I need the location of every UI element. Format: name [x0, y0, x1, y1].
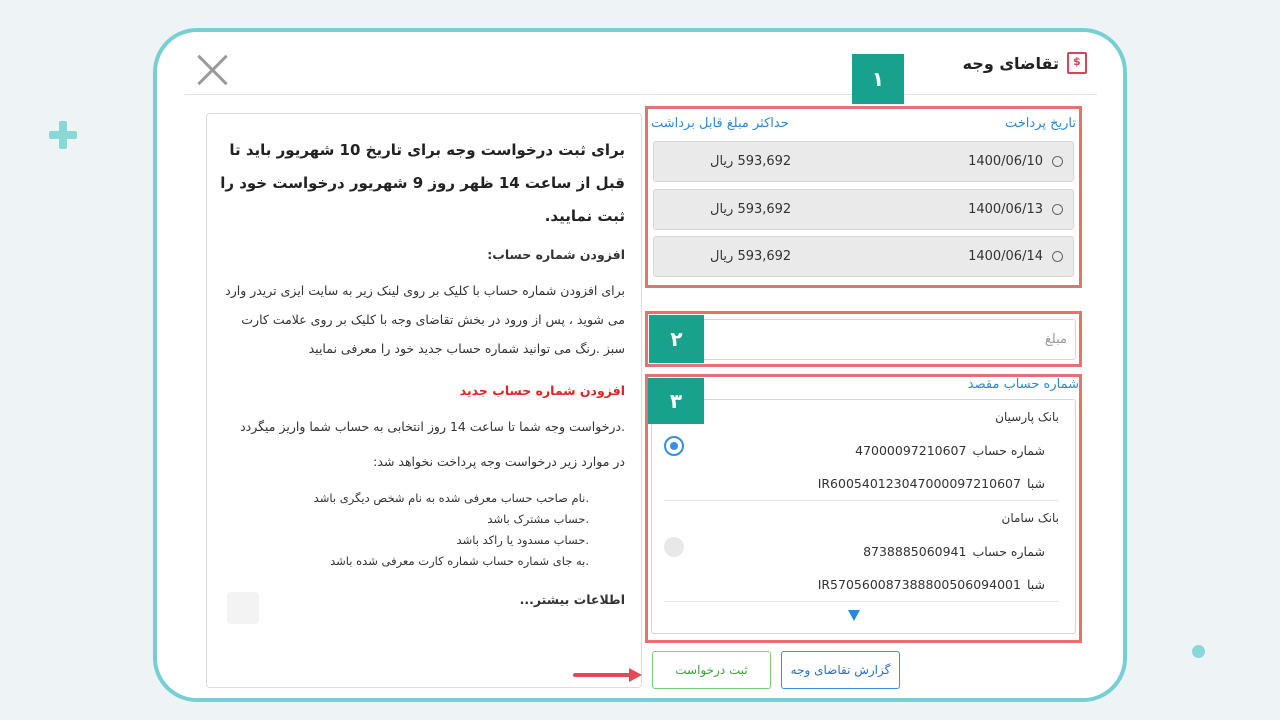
sheba-label: شبا — [1026, 476, 1045, 491]
account-radio[interactable] — [664, 537, 684, 557]
scroll-down-icon[interactable] — [848, 610, 860, 621]
destination-account-list — [651, 399, 1076, 634]
sheba-line — [664, 467, 1059, 500]
list-item: .نام صاحب حساب معرفی شده به نام شخص دیگری باشد — [313, 491, 589, 505]
decorative-plus-icon — [49, 121, 77, 149]
account-number-line — [664, 535, 1059, 568]
account-item[interactable] — [652, 400, 1075, 501]
info-panel — [206, 113, 642, 688]
payment-date-header: تاریخ پرداخت — [1005, 116, 1076, 131]
header-divider — [185, 94, 1097, 95]
payment-amount: 593,692 ریال — [710, 154, 792, 169]
destination-account-label: شماره حساب مقصد — [967, 377, 1079, 392]
decorative-dot — [1192, 645, 1205, 658]
deadline-notice: برای ثبت درخواست وجه برای تاریخ 10 شهریور باید تا قبل از ساعت 14 ظهر روز 9 شهریور درخواست خود را ثبت نمایید. — [220, 141, 625, 225]
divider — [664, 601, 1059, 602]
no-pay-list — [219, 488, 625, 572]
sheba-label: شبا — [1026, 577, 1045, 592]
step-tag-1: ۱ — [852, 54, 904, 104]
list-item: .به جای شماره حساب شماره کارت معرفی شده باشد — [330, 554, 589, 568]
modal-title: تقاضای وجه — [962, 53, 1059, 73]
account-number-label: شماره حساب — [972, 544, 1045, 559]
payment-date: 1400/06/10 — [968, 154, 1043, 169]
bank-name: بانک سامان — [1001, 511, 1059, 525]
list-item: .حساب مشترک باشد — [487, 512, 589, 526]
payment-amount: 593,692 ریال — [710, 249, 792, 264]
radio-icon[interactable] — [1052, 204, 1063, 215]
money-icon — [1067, 52, 1087, 74]
payment-date: 1400/06/13 — [968, 202, 1043, 217]
list-item: .حساب مسدود یا راکد باشد — [456, 533, 589, 547]
account-number: 47000097210607 — [855, 443, 967, 458]
amount-input[interactable] — [651, 319, 1076, 360]
step-tag-2: ۲ — [649, 315, 704, 363]
more-info-link[interactable]: اطلاعات بیشتر... — [519, 592, 625, 607]
add-account-instructions: برای افزودن شماره حساب با کلیک بر روی لینک زیر به سایت ایزی تریدر وارد می شوید ، پس از ورود در بخش تقاضای وجه با کلیک بر روی علامت کارت سبز .رنگ می توانید شماره حساب جدید خود را معرفی نمایید — [225, 283, 625, 356]
submit-request-button[interactable]: ثبت درخواست — [652, 651, 771, 689]
payment-table-header — [651, 116, 1076, 131]
sheba-number: IR600540123047000097210607 — [817, 476, 1021, 491]
step-tag-3: ۳ — [648, 378, 704, 424]
no-pay-heading: در موارد زیر درخواست وجه پرداخت نخواهد شد: — [373, 454, 625, 469]
payment-date: 1400/06/14 — [968, 249, 1043, 264]
account-number: 8738885060941 — [863, 544, 967, 559]
add-account-heading: افزودن شماره حساب: — [487, 247, 625, 262]
pointer-arrow-icon — [573, 668, 643, 682]
modal-header — [963, 52, 1087, 74]
withdraw-request-modal — [153, 28, 1127, 702]
account-item[interactable] — [652, 501, 1075, 602]
radio-icon[interactable] — [1052, 251, 1063, 262]
close-icon[interactable] — [197, 54, 229, 86]
sheba-number: IR570560087388800506094001 — [817, 577, 1021, 592]
radio-icon[interactable] — [1052, 156, 1063, 167]
bank-name: بانک پارسیان — [995, 410, 1059, 424]
sheba-line — [664, 568, 1059, 601]
faded-icon — [227, 592, 259, 624]
payment-amount: 593,692 ریال — [710, 202, 792, 217]
payment-option-row[interactable] — [653, 236, 1074, 277]
deposit-note: .درخواست وجه شما تا ساعت 14 روز انتخابی به حساب شما واریز میگردد — [240, 419, 625, 434]
payment-option-row[interactable] — [653, 141, 1074, 182]
account-number-label: شماره حساب — [972, 443, 1045, 458]
report-button[interactable]: گزارش تقاضای وجه — [781, 651, 900, 689]
max-amount-header: حداکثر مبلغ قابل برداشت — [651, 116, 789, 131]
add-account-link[interactable]: افزودن شماره حساب جدید — [459, 383, 625, 398]
account-number-line — [664, 434, 1059, 467]
payment-option-row[interactable] — [653, 189, 1074, 230]
account-radio-selected[interactable] — [664, 436, 684, 456]
